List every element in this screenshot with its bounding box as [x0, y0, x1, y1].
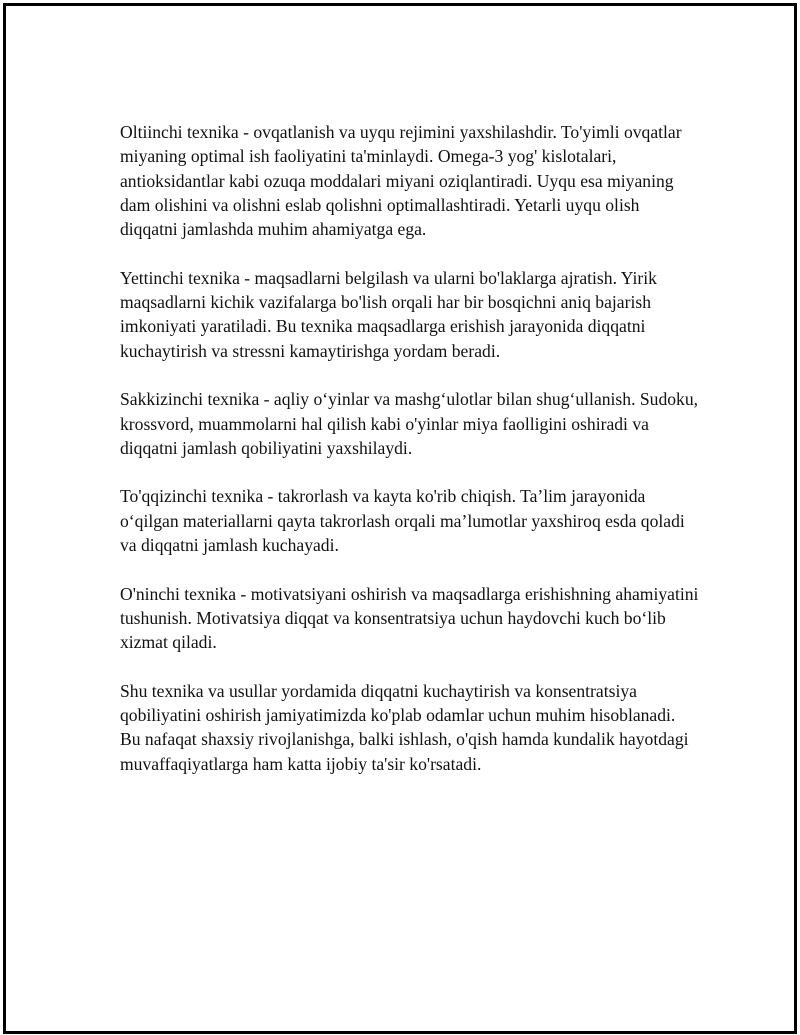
document-page — [3, 3, 797, 1034]
paragraph-conclusion: Shu texnika va usullar yordamida diqqatni kuchaytirish va konsentratsiya qobiliyatini oshirish jamiyatimizda ko'plab odamlar uchun muhim hisoblanadi. Bu nafaqat shaxsiy rivojlanishga, balki ishlash, o'qish hamda kundalik hayotdagi muvaffaqiyatlarga ham katta ijobiy ta'sir ko'rsatadi. — [120, 680, 689, 774]
paragraph-sixth-technique: Oltiinchi texnika - ovqatlanish va uyqu rejimini yaxshilashdir. To'yimli ovqatlar miyaning optimal ish faoliyatini ta'minlaydi. Omega-3 yog' kislotalari, antioksidantlar kabi ozuqa moddalari miyani oziqlantiradi. Uyqu esa miyaning dam olishini va olishni eslab qolishni optimallashtiradi. Yetarli uyqu olish diqqatni jamlashda muhim ahamiyatga ega. — [120, 122, 682, 240]
paragraph-eighth-technique: Sakkizinchi texnika - aqliy o‘yinlar va mashg‘ulotlar bilan shug‘ullanish. Sudoku, krossvord, muammolarni hal qilish kabi o'yinlar miya faolligini oshiradi va diqqatni jamlash qobiliyatini yaxshilaydi. — [120, 389, 699, 458]
paragraph-seventh-technique: Yettinchi texnika - maqsadlarni belgilash va ularni bo'laklarga ajratish. Yirik maqsadlarni kichik vazifalarga bo'lish orqali har bir bosqichni aniq bajarish imkoniyati yaratiladi. Bu texnika maqsadlarga erishish jarayonida diqqatni kuchaytirish va stressni kamaytirishga yordam beradi. — [120, 267, 657, 361]
paragraph-ninth-technique: To'qqizinchi texnika - takrorlash va kayta ko'rib chiqish. Ta’lim jarayonida o‘qilgan materiallarni qayta takrorlash orqali ma’lumotlar yaxshiroq esda qoladi va diqqatni jamlash kuchayadi. — [120, 486, 685, 556]
paragraph-tenth-technique: O'ninchi texnika - motivatsiyani oshirish va maqsadlarga erishishning ahamiyatini tushunish. Motivatsiya diqqat va konsentratsiya uchun haydovchi kuch bo‘lib xizmat qiladi. — [120, 583, 699, 653]
document-body — [120, 120, 700, 800]
